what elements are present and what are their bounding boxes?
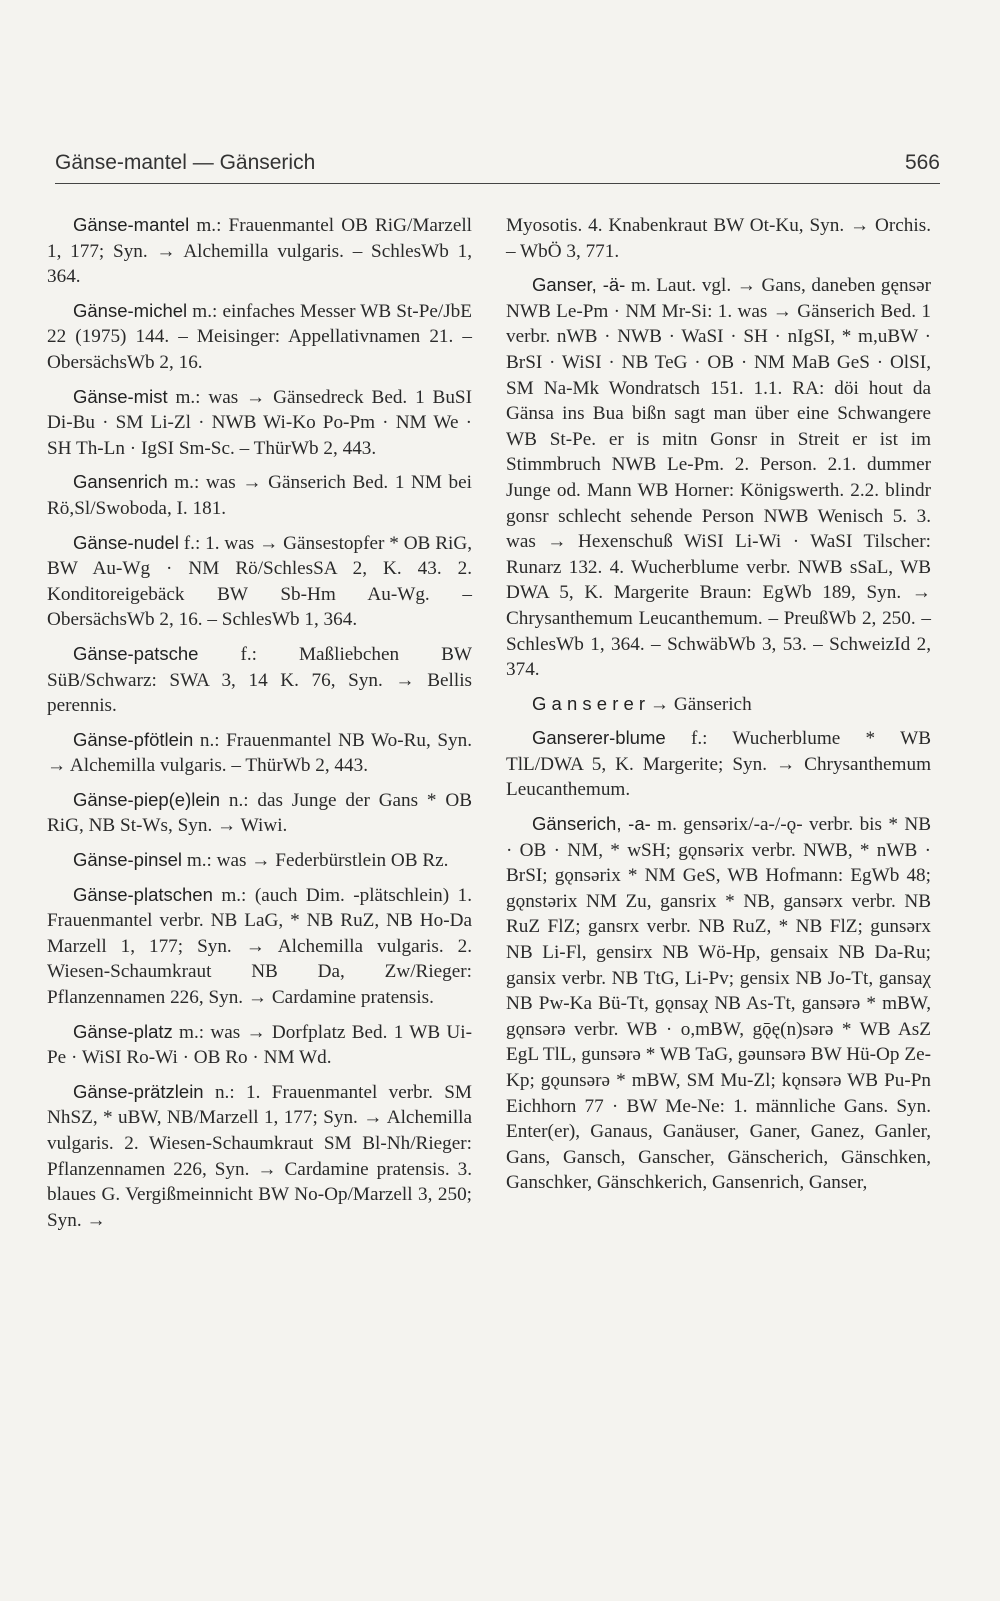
entry-text: m. gensərix/-a-/-ǫ- verbr. bis * NB · OB · NM, * wSH; gǫnsərix verbr. NWB, * nWB · BrSI; gǫnsərix * NM GeS, WB Hofmann: EgWb 48; gǫnstərix NM Zu, gansrix * NB, gansərx verbr. NB RuZ FlZ; gansrx verbr. NB RuZ, * NB FlZ; gunsərx NB Li-Fl, gensirx NB Wö-Hp, gensaix NB Da-Ru; gansix verbr. NB TtG, Li-Pv; gensix NB Jo-Tt, gansaχ NB Pw-Ka Bü-Tt, gǫnsaχ NB As-Tt, gansərə * mBW, gǫnsərə verbr. WB · o,mBW, gǭę(n)sərə * WB AsZ EgL TlL, gunsərə * WB TaG, gəunsərə BW Hü-Op Ze-Kp; gǫunsərə * mBW, SM Mu-Zl; kǫnsərə WB Pu-Pn Eichhorn 77 · BW Me-Ne: 1. männliche Gans. Syn. Enter(er), Ganaus, Ganäuser, Ganer, Ganez, Ganler, Gans, Gansch, Ganscher, Gänscherich, Gänschken, Ganschker, Gänschkerich, Gansenrich, Ganser, — [506, 814, 931, 1194]
page-number: 566 — [904, 151, 940, 174]
entry-lemma: Gänse-michel — [73, 299, 188, 321]
entry-text: → Gänserich — [645, 693, 752, 715]
dictionary-entry — [506, 691, 931, 718]
left-column — [47, 212, 472, 1241]
dictionary-entry — [506, 811, 931, 1196]
entry-text: m.: was → Federbürstlein OB Rz. — [182, 850, 449, 872]
dictionary-entry — [47, 847, 472, 874]
entry-lemma: Gänse-pinsel — [73, 849, 183, 871]
entry-text: m.: was → Gänserich Bed. 1 NM bei Rö,Sl/Swoboda, I. 181. — [47, 472, 472, 519]
entry-text: f.: 1. was → Gänsestopfer * OB RiG, BW Au-Wg · NM Rö/SchlesSA 2, K. 43. 2. Konditoreigebäck BW Sb-Hm Au-Wg. – ObersächsWb 2, 16. – SchlesWb 1, 364. — [47, 532, 472, 631]
entry-text: n.: das Junge der Gans * OB RiG, NB St-Ws, Syn. → Wiwi. — [47, 789, 472, 837]
dictionary-entry — [47, 787, 472, 839]
entry-text: f.: Maßliebchen BW SüB/Schwarz: SWA 3, 14 K. 76, Syn. → Bellis perennis. — [47, 643, 472, 717]
entry-text: n.: 1. Frauenmantel verbr. SM NhSZ, * uBW, NB/Marzell 1, 177; Syn. → Alchemilla vulgaris. 2. Wiesen-Schaumkraut SM Bl-Nh/Rieger: Pflanzennamen 226, Syn. → Cardamine pratensis. 3. blaues G. Vergißmeinnicht BW No-Op/Marzell 3, 250; Syn. → — [47, 1081, 472, 1231]
dictionary-entry — [47, 212, 472, 290]
dictionary-entry — [47, 882, 472, 1011]
entry-lemma: Gänse-platschen — [73, 883, 213, 905]
dictionary-entry — [47, 384, 472, 462]
entry-lemma: Gänse-mist — [73, 385, 168, 407]
dictionary-entry — [506, 272, 931, 683]
dictionary-entry — [47, 641, 472, 719]
dictionary-entry — [506, 725, 931, 803]
entry-lemma: Gänse-pfötlein — [73, 728, 194, 750]
entry-lemma: Ganser, -ä- — [532, 274, 626, 296]
dictionary-entry — [47, 727, 472, 779]
entry-text: m.: was → Gänsedreck Bed. 1 BuSI Di-Bu · SM Li-Zl · NWB Wi-Ko Po-Pm · NM We · SH Th-Ln · IgSI Sm-Sc. – ThürWb 2, 443. — [47, 386, 472, 459]
entry-text: m.: Frauenmantel OB RiG/Marzell 1, 177; Syn. → Alchemilla vulgaris. – SchlesWb 1, 364. — [47, 215, 472, 288]
entry-text: m.: (auch Dim. -plätschlein) 1. Frauenmantel verbr. NB LaG, * NB RuZ, NB Ho-Da Marzell 1, 177; Syn. → Alchemilla vulgaris. 2. Wiesen-Schaumkraut NB Da, Zw/Rieger: Pflanzennamen 226, Syn. → Cardamine pratensis. — [47, 884, 472, 1009]
entry-lemma: Gänserich, -a- — [532, 813, 651, 835]
dictionary-entry — [47, 469, 472, 521]
entry-lemma: Gänse-prätzlein — [73, 1080, 204, 1102]
entry-lemma: Gänse-mantel — [73, 214, 190, 235]
entry-text: m.: was → Dorfplatz Bed. 1 WB Ui-Pe · WiSI Ro-Wi · OB Ro · NM Wd. — [47, 1021, 472, 1069]
right-column — [506, 212, 931, 1204]
dictionary-entry — [47, 530, 472, 633]
entry-text: f.: Wucherblume * WB TlL/DWA 5, K. Margerite; Syn. → Chrysanthemum Leucanthemum. — [506, 728, 931, 801]
dictionary-entry — [47, 298, 472, 376]
entry-text: n.: Frauenmantel NB Wo-Ru, Syn. → Alchemilla vulgaris. – ThürWb 2, 443. — [47, 729, 472, 777]
entry-lemma: Gansenrich — [73, 471, 168, 493]
dictionary-entry — [47, 1079, 472, 1234]
entry-lemma: G a n s e r e r — [532, 692, 646, 714]
entry-lemma: Gänse-platz — [73, 1020, 173, 1042]
entry-text: m. Laut. vgl. → Gans, daneben gęnsər NWB Le-Pm · NM Mr-Si: 1. was → Gänserich Bed. 1 verbr. nWB · NWB · WaSI · SH · nIgSI, * m,uBW · BrSI · WiSI · NB TeG · OB · NM MaB GeS · OlSI, SM Na-Mk Wondratsch 151. 1.1. RA: döi hout da Gänsa ins Bua bißn sagt man über eine Schwangere WB St-Pe. er is mitn Gonsr in Streit er ist im Stimmbruch NWB Le-Pm. 2. Person. 2.1. dummer Junge od. Mann WB Horner: Königswerth. 2.2. blindr gonsr schlecht sehende Person NWB Wenisch 5. 3. was → Hexenschuß WiSI Li-Wi · WaSI Tilscher: Runarz 132. 4. Wucherblume verbr. NWB sSaL, WB DWA 5, K. Margerite Braun: EgWb 189, Syn. → Chrysanthemum Leucanthemum. – PreußWb 2, 250. – SchlesWb 1, 364. – SchwäbWb 3, 53. – SchweizId 2, 374. — [506, 275, 931, 681]
entry-lemma: Gänse-patsche — [73, 642, 199, 664]
entry-text: m.: einfaches Messer WB St-Pe/JbE 22 (1975) 144. – Meisinger: Appellativnamen 21. – ObersächsWb 2, 16. — [47, 300, 472, 373]
running-head — [55, 147, 940, 184]
page-title: Gänse-mantel — Gänserich — [55, 151, 316, 174]
entry-lemma: Gänse-nudel — [73, 531, 179, 553]
dictionary-entry-continuation — [506, 212, 931, 264]
entry-lemma: Gänse-piep(e)lein — [73, 788, 221, 810]
dictionary-entry — [47, 1019, 472, 1071]
entry-lemma: Ganserer-blume — [532, 727, 666, 749]
entry-text: Myosotis. 4. Knabenkraut BW Ot-Ku, Syn. → Orchis. – WbÖ 3, 771. — [506, 215, 931, 262]
